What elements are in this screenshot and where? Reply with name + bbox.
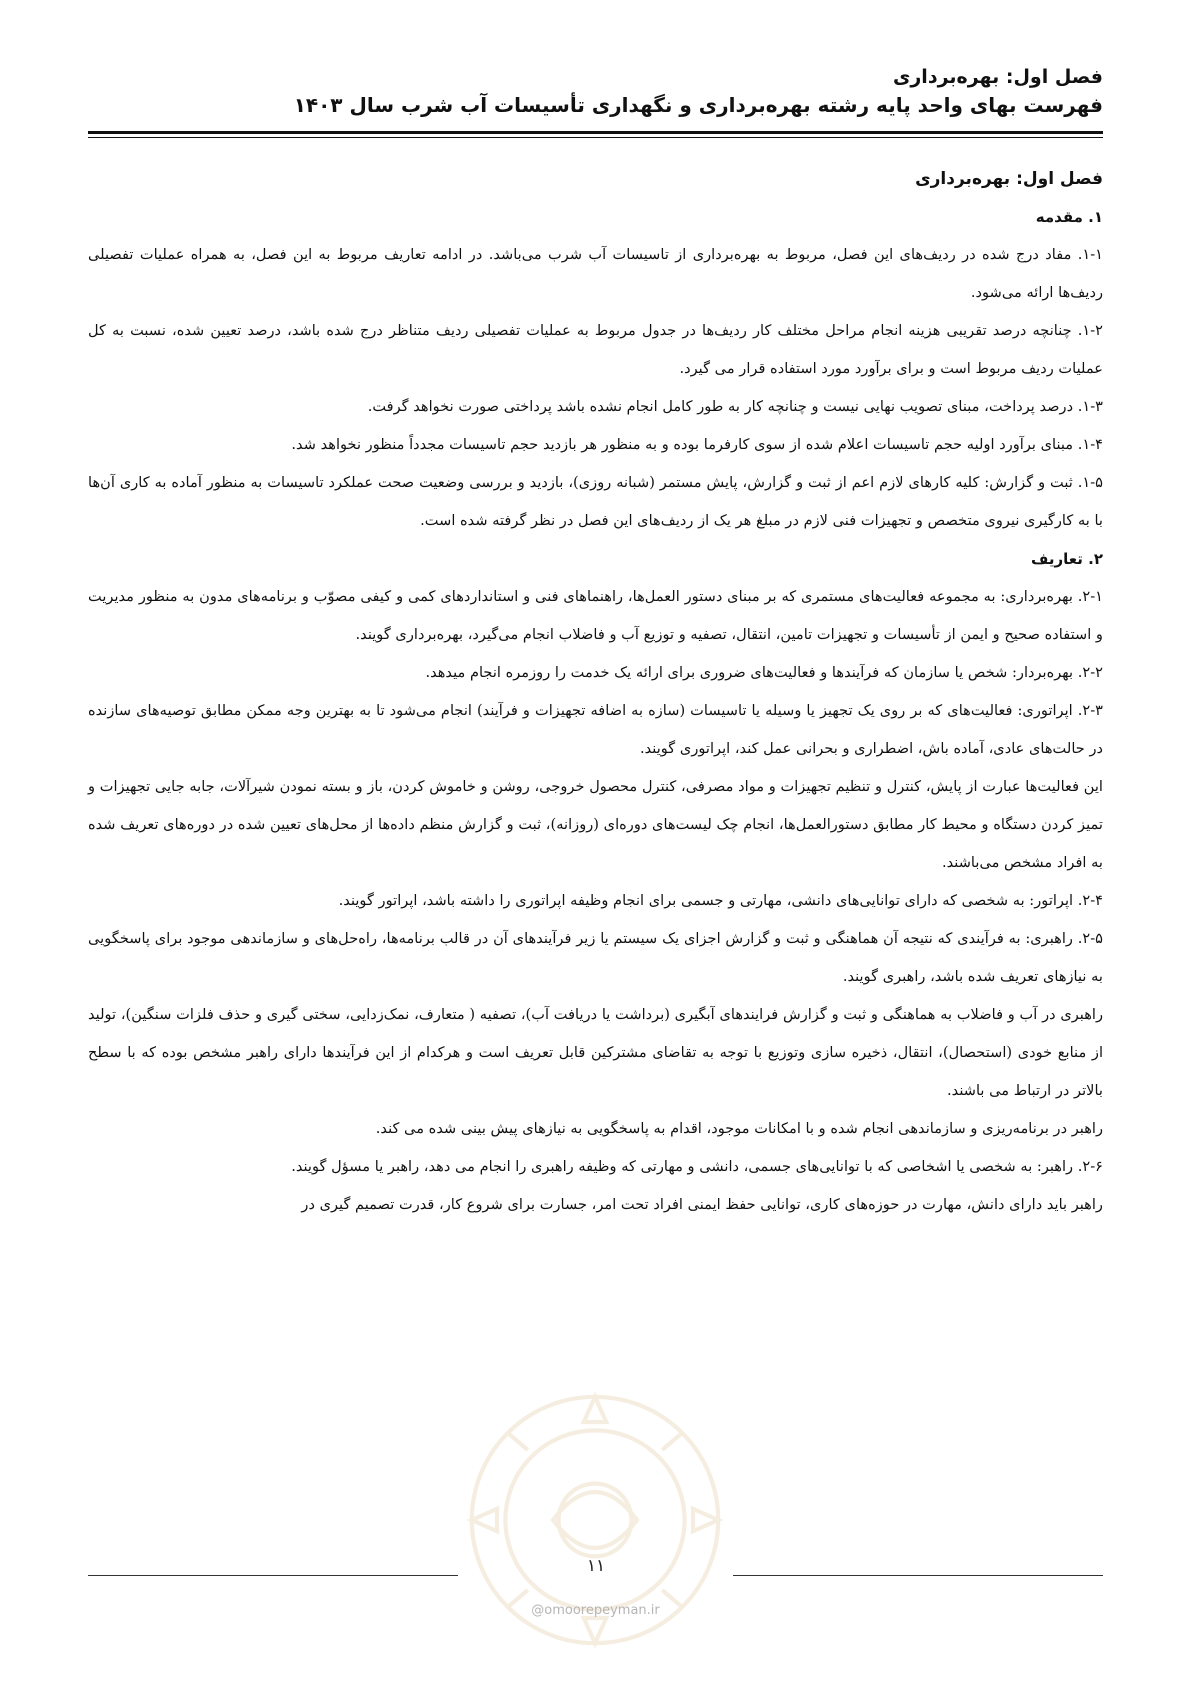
definition-paragraph-3: ۲-۳. اپراتوری: فعالیت‌های که بر روی یک تجهیز یا وسیله یا تاسیسات (سازه به اضافه تجهیزات و فرآیند) انجام می‌شود تا به بهترین وجه ممکن مطابق توصیه‌های سازنده در حالت‌های عادی، آماده باش، اضطراری و بحرانی عمل کند، اپراتوری گویند.	[88, 702, 1103, 757]
intro-paragraph-1: ۱-۱. مفاد درج شده در ردیف‌های این فصل، مربوط به بهره‌برداری از تاسیسات آب شرب می‌باشد. در ادامه تعاریف مربوط به این فصل، به همراه عملیات تفصیلی ردیف‌ها ارائه می‌شود.	[88, 246, 1103, 301]
page-content	[88, 160, 1103, 1224]
intro-heading: ۱. مقدمه	[1035, 208, 1103, 226]
header-rule-thick	[88, 131, 1103, 134]
definition-paragraph-5: ۲-۴. اپراتور: به شخصی که دارای توانایی‌های دانشی، مهارتی و جسمی برای انجام وظیفه اپراتوری را داشته باشد، اپراتور گویند.	[338, 892, 1103, 909]
definition-paragraph-4: این فعالیت‌ها عبارت از پایش، کنترل و تنظیم تجهیزات و مواد مصرفی، کنترل محصول خروجی، روشن و خاموش کردن، باز و بسته نمودن شیرآلات، جابه جایی تجهیزات و تمیز کردن دستگاه و محیط کار مطابق دستورالعمل‌ها، انجام چک لیست‌های دوره‌ای (روزانه)، ثبت و گزارش منظم داده‌ها از محل‌های تعیین شده در دوره‌های تعریف شده به افراد مشخص می‌باشند.	[88, 778, 1103, 871]
footer-rule-left	[88, 1575, 458, 1576]
definition-paragraph-7: راهبری در آب و فاضلاب به هماهنگی و ثبت و گزارش فرایندهای آبگیری (برداشت یا دریافت آب)، تصفیه ( متعارف، نمک‌زدایی، سختی گیری و حذف فلزات سنگین)، تولید از منابع خودی (استحصال)، انتقال، ذخیره سازی وتوزیع با توجه به تقاضای مشترکین قابل تعریف است و هرکدام از این فرآیندها دارای راهبر مشخص بوده که با سطح بالاتر در ارتباط می باشند.	[88, 1006, 1104, 1099]
intro-paragraph-2: ۱-۲. چنانچه درصد تقریبی هزینه انجام مراحل مختلف کار ردیف‌ها در جدول مربوط به عملیات تفصیلی ردیف متناظر درج شده باشد، درصد تعیین شده، نسبت به کل عملیات ردیف مربوط است و برای برآورد مورد استفاده قرار می گیرد.	[88, 322, 1103, 377]
website-watermark: @omoorepeyman.ir	[531, 1603, 660, 1618]
definitions-heading: ۲. تعاریف	[1031, 550, 1103, 568]
page-number: ۱۱	[586, 1556, 606, 1576]
intro-paragraph-4: ۱-۴. مبنای برآورد اولیه حجم تاسیسات اعلام شده از سوی کارفرما بوده و به منظور هر بازدید حجم تاسیسات مجدداً منظور نخواهد شد.	[291, 436, 1103, 453]
page-header	[88, 64, 1103, 120]
header-chapter: فصل اول: بهره‌برداری	[892, 66, 1103, 88]
header-title: فهرست بهای واحد پایه رشته بهره‌برداری و نگهداری تأسیسات آب شرب سال ۱۴۰۳	[293, 93, 1103, 117]
definition-paragraph-8: راهبر در برنامه‌ریزی و سازماندهی انجام شده و با امکانات موجود، اقدام به پاسخگویی به نیازهای پیش بینی شده می کند.	[375, 1120, 1103, 1137]
definition-paragraph-1: ۲-۱. بهره‌برداری: به مجموعه فعالیت‌های مستمری که بر مبنای دستور العمل‌ها، راهنماهای فنی و استانداردهای کمی و کیفی مصوّب و برنامه‌های مدون به منظور مدیریت و استفاده صحیح و ایمن از تأسیسات و تجهیزات تامین، انتقال، تصفیه و توزیع آب و فاضلاب انجام می‌گیرد، بهره‌برداری گویند.	[88, 588, 1103, 643]
definition-paragraph-9: ۲-۶. راهبر: به شخصی یا اشخاصی که با توانایی‌های جسمی، دانشی و مهارتی که وظیفه راهبری را انجام می دهد، راهبر یا مسؤل گویند.	[291, 1158, 1103, 1175]
intro-paragraph-5: ۱-۵. ثبت و گزارش: کلیه کارهای لازم اعم از ثبت و گزارش، پایش مستمر (شبانه روزی)، بازدید و بررسی وضعیت صحت عملکرد تاسیسات به منظور آماده به کاری آن‌ها با به کارگیری نیروی متخصص و تجهیزات فنی لازم در مبلغ هر یک از ردیف‌های این فصل در نظر گرفته شده است.	[88, 474, 1103, 529]
section-title: فصل اول: بهره‌برداری	[915, 169, 1103, 189]
definition-paragraph-2: ۲-۲. بهره‌بردار: شخص یا سازمان که فرآیندها و فعالیت‌های ضروری برای ارائه یک خدمت را روزمره انجام میدهد.	[425, 664, 1103, 681]
definition-paragraph-6: ۲-۵. راهبری: به فرآیندی که نتیجه آن هماهنگی و ثبت و گزارش اجزای یک سیستم یا زیر فرآیندهای آن در قالب برنامه‌ها، راه‌حل‌های و سازماندهی موجود برای پاسخگویی به نیازهای تعریف شده باشد، راهبری گویند.	[88, 930, 1103, 985]
footer-rule-right	[733, 1575, 1103, 1576]
gear-seal-icon	[455, 1380, 735, 1660]
intro-paragraph-3: ۱-۳. درصد پرداخت، مبنای تصویب نهایی نیست و چنانچه کار به طور کامل انجام نشده باشد پرداختی صورت نخواهد گرفت.	[367, 398, 1103, 415]
header-rule-thin	[88, 137, 1103, 138]
definition-paragraph-10: راهبر باید دارای دانش، مهارت در حوزه‌های کاری، توانایی حفظ ایمنی افراد تحت امر، جسارت برای شروع کار، قدرت تصمیم گیری در	[301, 1196, 1103, 1213]
